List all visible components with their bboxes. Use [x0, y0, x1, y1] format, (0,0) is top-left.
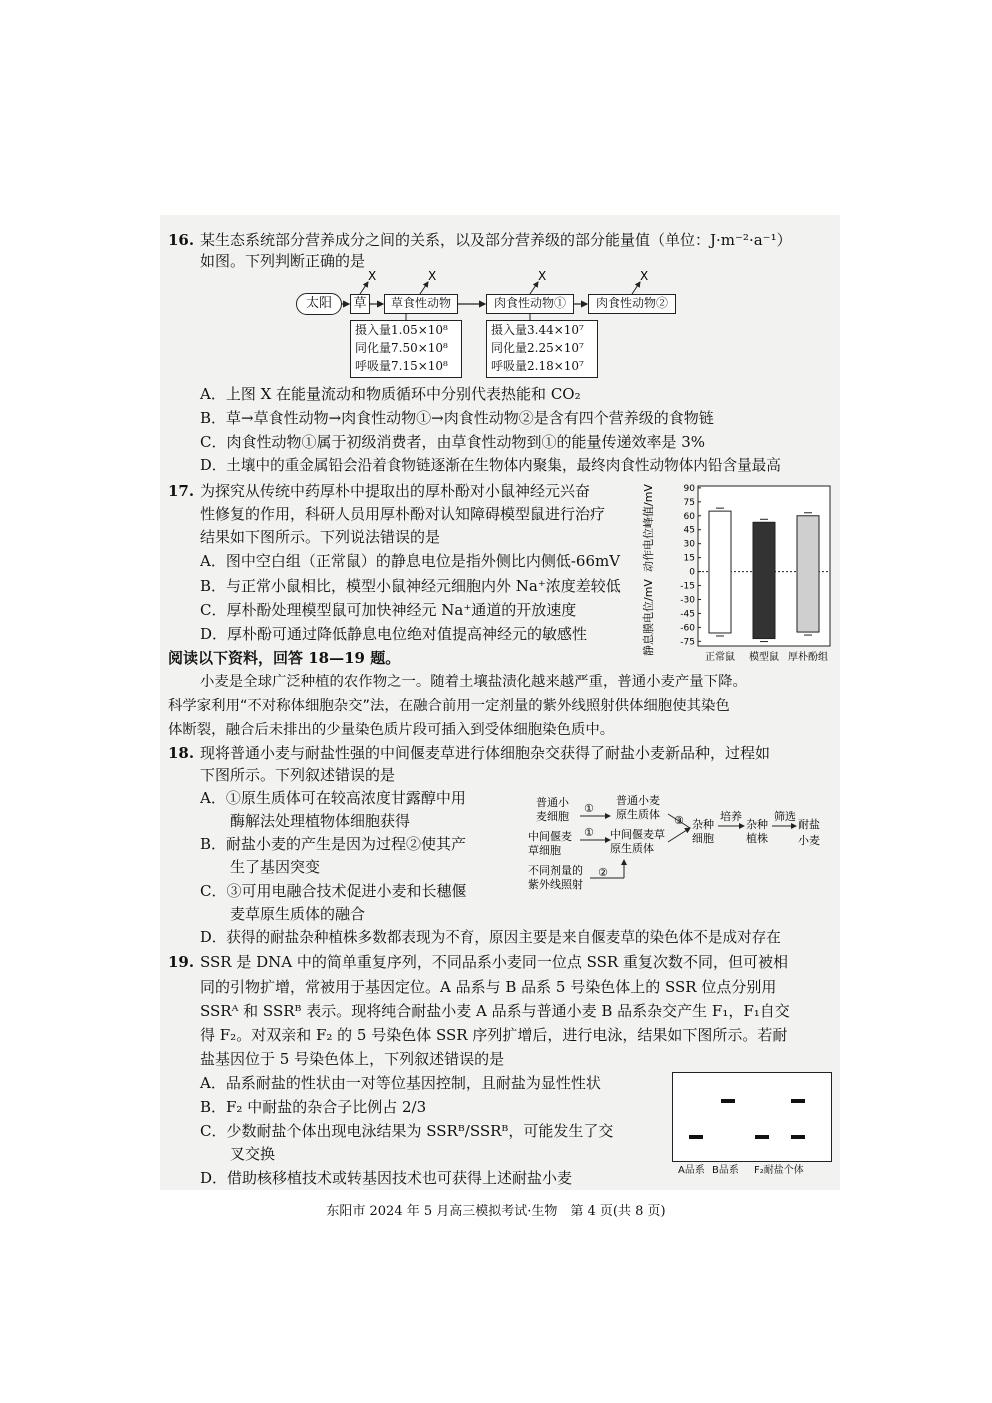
- salt-wheat-label: 耐盐: [798, 818, 820, 831]
- q16-option-b: B．草→草食性动物→肉食性动物①→肉食性动物②是含有四个营养级的食物链: [200, 409, 714, 427]
- q19-stem-line5: 盐基因位于 5 号染色体上，下列叙述错误的是: [200, 1050, 505, 1068]
- q17-option-b: B．与正常小鼠相比，模型小鼠神经元细胞内外 Na⁺浓度差较低: [200, 577, 621, 595]
- q18-option-c-line2: 麦草原生质体的融合: [230, 905, 366, 923]
- q18-option-c-line1: C．③可用电融合技术促进小麦和长穗偃: [200, 882, 467, 900]
- wheat-protoplast-label: 普通小麦: [616, 794, 660, 807]
- grass-node: 草: [350, 294, 370, 314]
- x-label: X: [428, 269, 437, 283]
- q19-stem-line2: 同的引物扩增，常被用于基因定位。A 品系与 B 品系 5 号染色体上的 SSR 位点分别用: [200, 978, 777, 996]
- x-label: X: [640, 269, 649, 283]
- reading-intro: 阅读以下资料，回答 18—19 题。: [168, 649, 401, 667]
- y-tick-label: -60: [680, 623, 695, 634]
- q19-stem-line3: SSRᴬ 和 SSRᴮ 表示。现将纯合耐盐小麦 A 品系与普通小麦 B 品系杂交产生 F₁，F₁自交: [200, 1002, 790, 1020]
- food-chain-arrows: [296, 268, 706, 328]
- q19-option-c-line1: C．少数耐盐个体出现电泳结果为 SSRᴮ/SSRᴮ，可能发生了交: [200, 1122, 614, 1140]
- carn-respiration: 呼吸量2.18×10⁷: [491, 359, 584, 373]
- y-axis-label-bottom: 静息膜电位/mV: [642, 579, 655, 656]
- gel-label-f2: F₂耐盐个体: [754, 1165, 804, 1176]
- herbivore-energy-box: [350, 320, 462, 378]
- y-tick-label: -30: [680, 595, 695, 606]
- hybridization-flow-diagram: [524, 790, 834, 896]
- x-label: X: [368, 269, 377, 283]
- q18-option-b-line2: 生了基因突变: [230, 858, 321, 876]
- culture-label: 培养: [720, 810, 742, 823]
- band-f2-lower-1: [755, 1135, 769, 1139]
- step2-label: ②: [598, 866, 608, 879]
- q16-option-d: D．土壤中的重金属铅会沿着食物链逐渐在生物体内聚集，最终肉食性动物体内铅含量最高: [200, 457, 781, 474]
- q18-option-a-line2: 酶解法处理植物体细胞获得: [230, 812, 411, 830]
- sun-node: 太阳: [296, 293, 342, 315]
- reading-para-line1: 小麦是全球广泛种植的农作物之一。随着土壤盐渍化越来越严重，普通小麦产量下降。: [200, 674, 747, 690]
- membrane-potential-chart: [640, 476, 840, 668]
- q18-stem-line1: 现将普通小麦与耐盐性强的中间偃麦草进行体细胞杂交获得了耐盐小麦新品种，过程如: [200, 744, 771, 762]
- band-b-upper: [721, 1099, 735, 1103]
- carn-intake: 摄入量3.44×10⁷: [491, 323, 584, 337]
- x-category-label: 模型鼠: [749, 652, 779, 663]
- bar-1: [753, 522, 775, 638]
- q16-option-c: C．肉食性动物①属于初级消费者，由草食性动物到①的能量传递效率是 3%: [200, 433, 706, 451]
- step1-label: ①: [584, 802, 594, 815]
- herbivore-node: 草食性动物: [384, 294, 458, 314]
- bar-0: [709, 511, 731, 633]
- uv-label: 紫外线照射: [528, 878, 583, 891]
- q19-option-c-line2: 叉交换: [230, 1145, 276, 1163]
- step1-label: ①: [584, 826, 594, 839]
- q18-stem-line2: 下图所示。下列叙述错误的是: [200, 766, 396, 784]
- q17-stem-line2: 性修复的作用，科研人员用厚朴酚对认知障碍模型鼠进行治疗: [200, 505, 606, 523]
- q18-option-b-line1: B．耐盐小麦的产生是因为过程②使其产: [200, 835, 467, 853]
- carnivore2-node: 肉食性动物②: [588, 294, 676, 314]
- y-tick-label: 30: [683, 539, 695, 550]
- y-tick-label: 45: [683, 525, 695, 536]
- uv-label: 不同剂量的: [528, 864, 583, 877]
- q16-stem-line2: 如图。下列判断正确的是: [200, 252, 366, 270]
- y-tick-label: 15: [683, 553, 695, 564]
- q19-number: 19.: [168, 953, 195, 971]
- x-category-label: 正常鼠: [705, 652, 735, 663]
- q18-number: 18.: [168, 744, 195, 762]
- y-tick-label: 75: [683, 497, 695, 508]
- carnivore1-node: 肉食性动物①: [486, 294, 574, 314]
- carnivore-energy-box: [486, 320, 598, 378]
- q17-option-c: C．厚朴酚处理模型鼠可加快神经元 Na⁺通道的开放速度: [200, 601, 577, 619]
- y-tick-label: 0: [689, 567, 695, 578]
- page-footer: 东阳市 2024 年 5 月高三模拟考试·生物 第 4 页(共 8 页): [326, 1204, 666, 1219]
- herb-assimilation: 同化量7.50×10⁸: [355, 341, 448, 355]
- y-tick-label: 90: [683, 483, 695, 494]
- electrophoresis-gel: [672, 1072, 832, 1162]
- x-label: X: [538, 269, 547, 283]
- y-axis-label-top: 动作电位峰值/mV: [642, 484, 655, 572]
- q19-stem-line1: SSR 是 DNA 中的简单重复序列，不同品系小麦同一位点 SSR 重复次数不同，但可被相: [200, 953, 788, 971]
- herb-intake: 摄入量1.05×10⁸: [355, 323, 448, 337]
- wheat-cell-label: 麦细胞: [536, 810, 569, 823]
- bar-2: [797, 516, 819, 632]
- q18-option-a-line1: A．①原生质体可在较高浓度甘露醇中用: [200, 789, 466, 807]
- q17-stem-line1: 为探究从传统中药厚朴中提取出的厚朴酚对小鼠神经元兴奋: [200, 482, 591, 500]
- y-tick-label: -15: [680, 581, 695, 592]
- wheat-cell-label: 普通小: [536, 796, 569, 809]
- screen-label: 筛选: [774, 810, 796, 823]
- band-f2-upper: [791, 1099, 805, 1103]
- y-tick-label: -75: [680, 637, 695, 648]
- q18-option-d: D．获得的耐盐杂种植株多数都表现为不育，原因主要是来自偃麦草的染色体不是成对存在: [200, 929, 781, 946]
- band-f2-lower-2: [791, 1135, 805, 1139]
- grass-cell-label: 草细胞: [528, 844, 561, 857]
- gel-label-a: A品系: [678, 1165, 705, 1176]
- hybrid-cell-label: 细胞: [692, 832, 714, 845]
- q16-stem-line1: 某生态系统部分营养成分之间的关系，以及部分营养级的部分能量值（单位：J·m⁻²·a⁻¹）: [200, 231, 792, 249]
- salt-wheat-label: 小麦: [798, 834, 820, 847]
- q19-option-a: A．品系耐盐的性状由一对等位基因控制，且耐盐为显性性状: [200, 1074, 601, 1092]
- hybrid-plant-label: 植株: [746, 832, 768, 845]
- grass-protoplast-label: 中间偃麦草: [610, 828, 665, 841]
- grass-protoplast-label: 原生质体: [610, 842, 654, 855]
- q17-stem-line3: 结果如下图所示。下列说法错误的是: [200, 528, 441, 546]
- hybrid-plant-label: 杂种: [746, 818, 768, 831]
- hybrid-cell-label: 杂种: [692, 818, 714, 831]
- carn-assimilation: 同化量2.25×10⁷: [491, 341, 584, 355]
- herb-respiration: 呼吸量7.15×10⁸: [355, 359, 448, 373]
- step3-label: ③: [674, 814, 684, 827]
- q19-stem-line4: 得 F₂。对双亲和 F₂ 的 5 号染色体 SSR 序列扩增后，进行电泳，结果如下图所示。若耐: [200, 1026, 788, 1044]
- q19-option-d: D．借助核移植技术或转基因技术也可获得上述耐盐小麦: [200, 1169, 573, 1187]
- y-tick-label: -45: [680, 609, 695, 620]
- wheat-protoplast-label: 原生质体: [616, 808, 660, 821]
- reading-para-line2: 科学家利用“不对称体细胞杂交”法，在融合前用一定剂量的紫外线照射供体细胞使其染色: [168, 698, 730, 714]
- grass-cell-label: 中间偃麦: [528, 830, 572, 843]
- q17-option-d: D．厚朴酚可通过降低静息电位绝对值提高神经元的敏感性: [200, 625, 588, 643]
- q19-option-b: B．F₂ 中耐盐的杂合子比例占 2/3: [200, 1098, 427, 1116]
- q17-number: 17.: [168, 482, 195, 500]
- q17-option-a: A．图中空白组（正常鼠）的静息电位是指外侧比内侧低-66mV: [200, 552, 621, 570]
- gel-label-b: B品系: [712, 1165, 739, 1176]
- y-tick-label: 60: [683, 511, 695, 522]
- food-chain-diagram: [296, 268, 706, 380]
- q16-number: 16.: [168, 231, 195, 249]
- band-a-lower: [689, 1135, 703, 1139]
- q16-option-a: A．上图 X 在能量流动和物质循环中分别代表热能和 CO₂: [200, 385, 581, 403]
- x-category-label: 厚朴酚组: [788, 652, 828, 663]
- reading-para-line3: 体断裂，融合后未排出的少量染色质片段可插入到受体细胞染色质中。: [168, 722, 615, 738]
